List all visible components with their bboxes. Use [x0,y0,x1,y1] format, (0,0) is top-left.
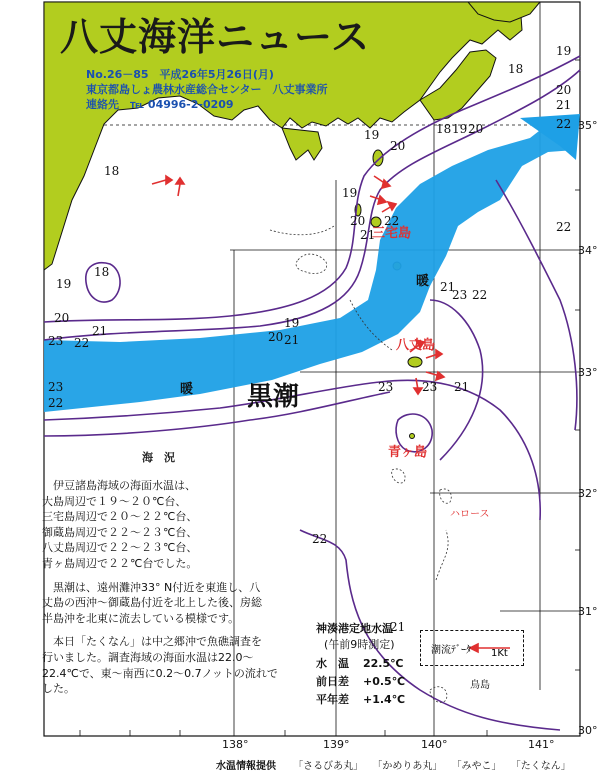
publisher-line: 東京都島しょ農林水産総合センター 八丈事業所 [86,83,328,96]
latitude-label: 35° [578,119,598,132]
observation-value: +0.5℃ [363,674,406,688]
isotherm-label: 21 [360,228,376,242]
isotherm-label: 21 [440,280,456,294]
isotherm-label: 18 [104,164,120,178]
observation-label: 前日差 [316,675,349,688]
isotherm-label: 23 [422,380,438,394]
observation-box [316,620,405,708]
longitude-label: 141° [528,738,555,751]
longitude-label: 138° [222,738,249,751]
conditions-line: 伊豆諸島海域の海面水温は、 [53,479,196,492]
isotherm-label: 21 [92,324,108,338]
conditions-line: 丈島の西沖～御蔵島付近を北上した後、房総 [42,596,262,610]
isotherm-label: 19 [452,122,468,136]
isotherm-label: 21 [556,98,572,112]
conditions-paragraph [42,580,298,627]
warm-label: 暖 [416,274,430,289]
conditions-paragraph [42,478,298,572]
latitude-label: 34° [578,244,598,257]
isotherm-label: 22 [472,288,488,302]
isotherm-label: 22 [312,532,328,546]
kuroshio-label: 黒潮 [247,382,300,412]
observation-value: +1.4℃ [363,692,406,706]
observation-label: 水 温 [316,657,349,670]
observation-label: 平年差 [316,693,349,706]
conditions-line: 黒潮は、遠州灘沖33° N付近を東進し、八 [53,580,261,594]
conditions-line: 三宅島周辺で２０～２２℃台、 [42,510,198,524]
warm-label: 暖 [180,382,194,397]
isotherm-label: 19 [56,277,72,291]
observation-row [316,690,405,708]
isotherm-label: 22 [74,336,90,350]
marker-label: 鳥島 [470,680,490,691]
isotherm-label: 23 [452,288,468,302]
conditions-line: 青ヶ島周辺で２２℃台でした。 [42,556,198,570]
footer-source: 「みやこ」 [451,761,502,772]
footer-source: 「さるびあ丸」 [293,761,364,772]
data-source-footer [216,757,577,772]
latitude-label: 32° [578,487,598,500]
isotherm-label: 19 [342,186,358,200]
footer-source: 「たくなん」 [510,761,571,772]
isotherm-label: 20 [54,311,70,325]
issue-line: No.26－85 平成26年5月26日(月) [86,68,274,81]
isotherm-label: 18 [508,62,524,76]
isotherm-label: 21 [390,620,406,634]
longitude-label: 139° [323,738,350,751]
conditions-line: 本日「たくなん」は中之郷沖で魚礁調査を [53,635,262,649]
conditions-line: 半島沖を北東に流去している模様です。 [42,611,240,625]
isotherm-label: 20 [390,139,406,153]
map-title: 八丈海洋ニュース [60,14,371,59]
latitude-label: 31° [578,605,598,618]
land-aogashima [410,434,415,439]
isotherm-label: 20 [468,122,484,136]
isotherm-label: 20 [556,83,572,97]
observation-subtitle: (午前9時測定) [324,638,395,651]
isotherm-label: 22 [556,220,572,234]
observation-table [316,654,405,708]
latitude-label: 33° [578,366,598,379]
conditions-line: 22.4℃で、東～南西に0.2～0.7ノットの流れで [42,666,278,680]
isotherm-label: 20 [268,330,284,344]
island-label-miyake: 三宅島 [372,226,412,241]
conditions-line: した。 [42,682,75,696]
conditions-heading: 海 況 [142,451,175,464]
island-label-hachijo: 八丈島 [396,338,436,353]
isotherm-label: 18 [94,265,110,279]
conditions-paragraph [42,634,298,696]
isotherm-label: 23 [378,380,394,394]
footer-source: 「かめりあ丸」 [372,761,443,772]
footer-label: 水温情報提供 [216,761,276,772]
current-legend [420,630,524,666]
isotherm-label: 21 [284,333,300,347]
latitude-label: 30° [578,724,598,737]
isotherm-label: 19 [364,128,380,142]
land-hachijo [408,357,422,367]
conditions-body [42,478,298,705]
observation-row [316,654,405,672]
conditions-line: 行いました。調査海域の海面水温は22.0～ [42,650,254,664]
isotherm-label: 20 [350,214,366,228]
isotherm-label: 22 [556,117,572,131]
conditions-line: 大島周辺で１９～２０℃台、 [42,494,187,508]
conditions-line: 八丈島周辺で２２～２３℃台、 [42,541,198,555]
isotherm-label: 22 [384,214,400,228]
longitude-label: 140° [421,738,448,751]
observation-row [316,672,405,690]
observation-title: 神湊港定地水温 [316,622,393,635]
island-label-aogashima: 青ヶ島 [388,445,428,460]
isotherm-label: 18 [436,122,452,136]
legend-value: 1Kt [491,648,508,659]
contact-line: 連絡先 ℡ 04996-2-0209 [86,98,234,111]
conditions-line: 御蔵島周辺で２２～２３℃台、 [42,525,198,539]
isotherm-label: 22 [48,396,64,410]
isotherm-label: 19 [284,316,300,330]
isotherm-label: 21 [454,380,470,394]
isotherm-label: 23 [48,380,64,394]
isotherm-label: 19 [556,44,572,58]
legend-title: 潮流ﾃﾞｰﾀ [431,645,471,656]
hallows-label: ハロース [450,509,490,520]
observation-value: 22.5℃ [363,656,404,670]
isotherm-label: 23 [48,334,64,348]
